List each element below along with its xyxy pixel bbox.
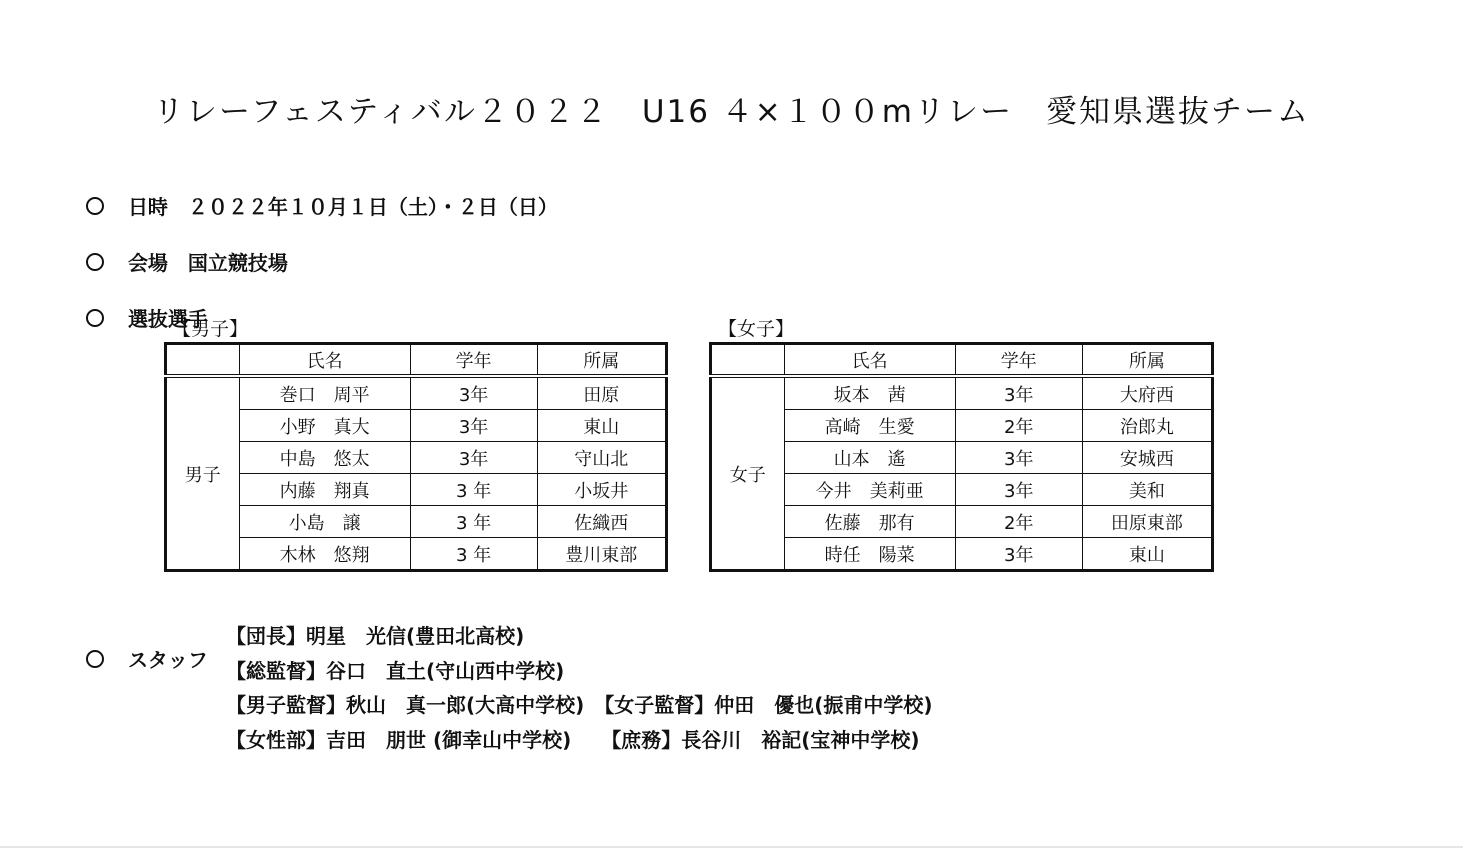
header-blank-cell	[166, 344, 240, 377]
grade-cell: 3 年	[410, 506, 537, 538]
table-row	[711, 506, 1213, 538]
grade-cell: 2年	[955, 410, 1082, 442]
table-row	[711, 474, 1213, 506]
group-cell: 男子	[166, 376, 240, 571]
girls-label: 【女子】	[718, 318, 795, 340]
grade-cell: 3 年	[410, 538, 537, 571]
header-grade-cell: 学年	[410, 344, 537, 377]
table-row	[711, 410, 1213, 442]
school-cell: 大府西	[1082, 376, 1212, 410]
header-grade-cell: 学年	[955, 344, 1082, 377]
name-cell: 時任 陽菜	[784, 538, 955, 571]
boys-label: 【男子】	[172, 318, 249, 340]
school-cell: 東山	[537, 410, 666, 442]
table-header-row	[166, 344, 667, 377]
date-text: 日時 ２０２２年１０月１日（土）・２日（日）	[127, 195, 558, 219]
school-cell: 治郎丸	[1082, 410, 1212, 442]
header-name-cell: 氏名	[784, 344, 955, 377]
table-row	[166, 376, 667, 410]
staff-text: スタッフ	[127, 648, 208, 672]
header-name-cell: 氏名	[239, 344, 410, 377]
table-row	[711, 376, 1213, 410]
venue-text: 会場 国立競技場	[127, 251, 288, 275]
table-row	[711, 538, 1213, 571]
grade-cell: 3年	[955, 474, 1082, 506]
circle-bullet-icon	[86, 253, 104, 271]
table-row	[166, 442, 667, 474]
staff-line: 【男子監督】秋山 真一郎(大高中学校) 【女子監督】仲田 優也(振甫中学校)	[226, 693, 933, 717]
table-row	[711, 442, 1213, 474]
school-cell: 安城西	[1082, 442, 1212, 474]
name-cell: 木林 悠翔	[239, 538, 410, 571]
school-cell: 小坂井	[537, 474, 666, 506]
grade-cell: 3年	[410, 442, 537, 474]
header-school-cell: 所属	[1082, 344, 1212, 377]
school-cell: 田原東部	[1082, 506, 1212, 538]
grade-cell: 3年	[410, 376, 537, 410]
circle-bullet-icon	[86, 309, 104, 327]
grade-cell: 3年	[955, 442, 1082, 474]
venue-item	[72, 223, 288, 276]
staff-item	[72, 620, 208, 673]
circle-bullet-icon	[86, 650, 104, 668]
players-text: 選抜選手	[127, 307, 208, 331]
school-cell: 豊川東部	[537, 538, 666, 571]
school-cell: 田原	[537, 376, 666, 410]
name-cell: 小野 真大	[239, 410, 410, 442]
name-cell: 坂本 茜	[784, 376, 955, 410]
table-row	[166, 538, 667, 571]
girls-roster-table	[709, 342, 1214, 572]
name-cell: 山本 遙	[784, 442, 955, 474]
staff-line: 【総監督】谷口 直土(守山西中学校)	[226, 659, 565, 683]
name-cell: 内藤 翔真	[239, 474, 410, 506]
table-row	[166, 474, 667, 506]
table-header-row	[711, 344, 1213, 377]
date-item	[72, 167, 558, 220]
circle-bullet-icon	[86, 197, 104, 215]
header-school-cell: 所属	[537, 344, 666, 377]
grade-cell: 3 年	[410, 474, 537, 506]
grade-cell: 2年	[955, 506, 1082, 538]
table-row	[166, 506, 667, 538]
grade-cell: 3年	[955, 376, 1082, 410]
staff-line: 【団長】明星 光信(豊田北高校)	[226, 624, 525, 648]
name-cell: 今井 美莉亜	[784, 474, 955, 506]
header-blank-cell	[711, 344, 785, 377]
name-cell: 小島 譲	[239, 506, 410, 538]
name-cell: 佐藤 那有	[784, 506, 955, 538]
name-cell: 巻口 周平	[239, 376, 410, 410]
grade-cell: 3年	[955, 538, 1082, 571]
name-cell: 高崎 生愛	[784, 410, 955, 442]
group-cell: 女子	[711, 376, 785, 571]
school-cell: 東山	[1082, 538, 1212, 571]
school-cell: 佐織西	[537, 506, 666, 538]
grade-cell: 3年	[410, 410, 537, 442]
document-title: リレーフェスティバル２０２２ U16 ４×１００mリレー 愛知県選抜チーム	[153, 94, 1310, 130]
school-cell: 守山北	[537, 442, 666, 474]
boys-roster-table	[164, 342, 668, 572]
name-cell: 中島 悠太	[239, 442, 410, 474]
table-row	[166, 410, 667, 442]
school-cell: 美和	[1082, 474, 1212, 506]
staff-line: 【女性部】吉田 朋世 (御幸山中学校) 【庶務】長谷川 裕記(宝神中学校)	[226, 728, 920, 752]
